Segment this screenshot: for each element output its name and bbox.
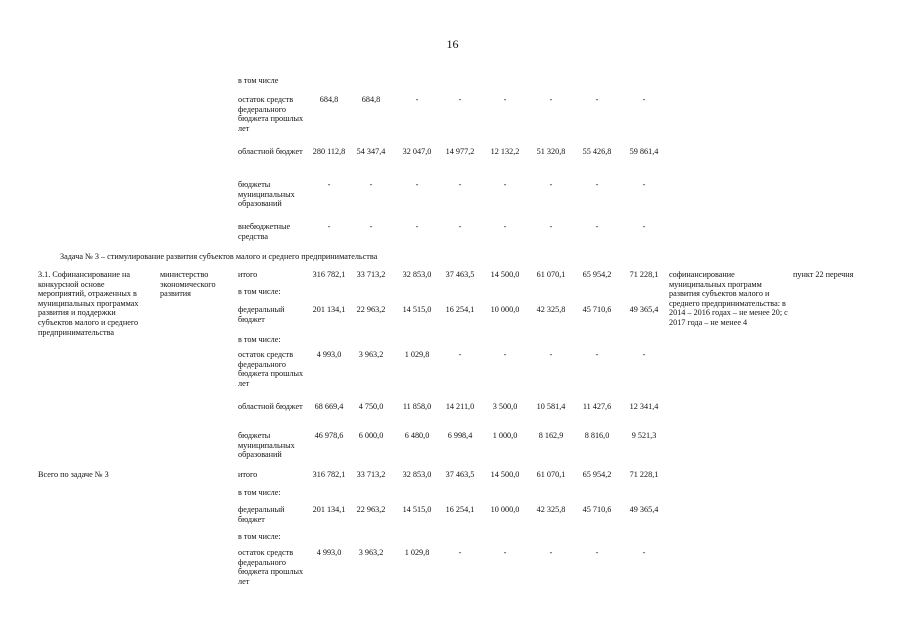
- row-value: -: [458, 95, 462, 104]
- row-value: 1 000,0: [492, 431, 518, 440]
- row-value: 45 710,6: [582, 305, 612, 314]
- row-value: -: [458, 222, 462, 231]
- row-value: -: [642, 95, 646, 104]
- row-value: 32 853,0: [402, 270, 432, 279]
- row-label: остаток средств федерального бюджета прошлых лет: [238, 350, 304, 388]
- row-value: 10 000,0: [490, 305, 520, 314]
- row-value: 32 853,0: [402, 470, 432, 479]
- row-value: 9 521,3: [631, 431, 657, 440]
- row-value: -: [642, 180, 646, 189]
- row-label: итого: [238, 470, 258, 479]
- row-value: 14 211,0: [445, 402, 475, 411]
- row-value: 1 029,8: [404, 350, 430, 359]
- row-value: -: [549, 180, 553, 189]
- row-value: -: [642, 222, 646, 231]
- row-value: 49 365,4: [629, 305, 659, 314]
- row-label: бюджеты муниципальных образований: [238, 180, 295, 209]
- measure-executor: министерство экономического развития: [160, 270, 216, 299]
- row-value: 54 347,4: [356, 147, 386, 156]
- row-value: -: [327, 180, 331, 189]
- row-label: в том числе:: [238, 287, 281, 296]
- row-value: 14 977,2: [445, 147, 475, 156]
- row-value: 4 993,0: [316, 548, 342, 557]
- row-label: бюджеты муниципальных образований: [238, 431, 295, 460]
- row-label: остаток средств федерального бюджета прошлых лет: [238, 548, 304, 586]
- row-value: -: [503, 95, 507, 104]
- row-label: остаток средств федерального бюджета прошлых лет: [238, 95, 304, 133]
- row-value: -: [595, 95, 599, 104]
- row-value: -: [415, 180, 419, 189]
- row-value: 3 963,2: [358, 548, 384, 557]
- row-value: -: [327, 222, 331, 231]
- row-value: 6 480,0: [404, 431, 430, 440]
- row-label: внебюджетные средства: [238, 222, 291, 241]
- row-value: -: [595, 350, 599, 359]
- row-value: 684,8: [319, 95, 339, 104]
- measure-indicator: софинансирование муниципальных программ развития субъектов малого и среднего предпринимательства: в 2014 – 2016 годах – не менее 20; с 2017 года – не менее 4: [669, 270, 788, 327]
- row-value: -: [503, 222, 507, 231]
- row-value: 45 710,6: [582, 505, 612, 514]
- row-value: 37 463,5: [445, 270, 475, 279]
- row-value: 4 750,0: [358, 402, 384, 411]
- row-value: -: [503, 548, 507, 557]
- row-value: -: [642, 350, 646, 359]
- row-value: 14 500,0: [490, 470, 520, 479]
- row-value: 14 500,0: [490, 270, 520, 279]
- row-value: 10 000,0: [490, 505, 520, 514]
- row-value: 22 963,2: [356, 505, 386, 514]
- measure-name: 3.1. Софинансирование на конкурсной основе мероприятий, отраженных в муниципальных программах развития и поддержки субъектов малого и среднего предпринимательства: [38, 270, 139, 337]
- page-number: 16: [446, 37, 459, 51]
- task-heading: Задача № 3 – стимулирование развития субъектов малого и среднего предпринимательства: [60, 252, 378, 261]
- row-value: 61 070,1: [536, 270, 566, 279]
- row-label: в том числе: [238, 76, 279, 85]
- row-label: федеральный бюджет: [238, 505, 285, 524]
- row-value: 16 254,1: [445, 305, 475, 314]
- row-value: 37 463,5: [445, 470, 475, 479]
- row-value: 65 954,2: [582, 470, 612, 479]
- row-value: -: [549, 222, 553, 231]
- row-label: областной бюджет: [238, 147, 303, 156]
- row-value: 71 228,1: [629, 270, 659, 279]
- row-value: 49 365,4: [629, 505, 659, 514]
- row-value: 3 500,0: [492, 402, 518, 411]
- row-value: 46 978,6: [314, 431, 344, 440]
- row-value: 201 134,1: [312, 505, 346, 514]
- row-value: -: [595, 548, 599, 557]
- row-label: итого: [238, 270, 258, 279]
- row-value: 68 669,4: [314, 402, 344, 411]
- row-value: 71 228,1: [629, 470, 659, 479]
- row-value: -: [595, 180, 599, 189]
- row-label: федеральный бюджет: [238, 305, 285, 324]
- row-value: -: [458, 548, 462, 557]
- row-value: -: [369, 222, 373, 231]
- row-value: 8 816,0: [584, 431, 610, 440]
- row-value: 684,8: [361, 95, 381, 104]
- row-value: 10 581,4: [536, 402, 566, 411]
- row-value: 6 998,4: [447, 431, 473, 440]
- row-value: 33 713,2: [356, 470, 386, 479]
- row-value: 59 861,4: [629, 147, 659, 156]
- row-value: 3 963,2: [358, 350, 384, 359]
- total-name: Всего по задаче № 3: [38, 470, 109, 479]
- row-value: 12 132,2: [490, 147, 520, 156]
- row-value: -: [503, 180, 507, 189]
- row-value: -: [415, 95, 419, 104]
- row-value: 4 993,0: [316, 350, 342, 359]
- row-label: в том числе:: [238, 488, 281, 497]
- row-value: 42 325,8: [536, 305, 566, 314]
- row-value: 32 047,0: [402, 147, 432, 156]
- row-value: 22 963,2: [356, 305, 386, 314]
- row-value: 8 162,9: [538, 431, 564, 440]
- row-value: 16 254,1: [445, 505, 475, 514]
- row-value: 6 000,0: [358, 431, 384, 440]
- row-value: 42 325,8: [536, 505, 566, 514]
- row-value: -: [458, 350, 462, 359]
- row-value: 33 713,2: [356, 270, 386, 279]
- row-label: областной бюджет: [238, 402, 303, 411]
- measure-reference: пункт 22 перечня: [793, 270, 854, 279]
- row-value: 11 858,0: [402, 402, 432, 411]
- row-value: 201 134,1: [312, 305, 346, 314]
- row-label: в том числе:: [238, 532, 281, 541]
- row-value: 65 954,2: [582, 270, 612, 279]
- row-value: 55 426,8: [582, 147, 612, 156]
- row-value: 12 341,4: [629, 402, 659, 411]
- row-value: -: [415, 222, 419, 231]
- row-value: -: [549, 95, 553, 104]
- row-value: 14 515,0: [402, 305, 432, 314]
- row-value: -: [458, 180, 462, 189]
- row-value: 316 782,1: [312, 470, 346, 479]
- row-value: 280 112,8: [312, 147, 346, 156]
- row-value: 61 070,1: [536, 470, 566, 479]
- row-value: -: [549, 548, 553, 557]
- row-value: 51 320,8: [536, 147, 566, 156]
- row-value: 11 427,6: [582, 402, 612, 411]
- row-label: в том числе:: [238, 335, 281, 344]
- row-value: 1 029,8: [404, 548, 430, 557]
- row-value: -: [595, 222, 599, 231]
- row-value: 14 515,0: [402, 505, 432, 514]
- row-value: -: [549, 350, 553, 359]
- row-value: -: [369, 180, 373, 189]
- row-value: 316 782,1: [312, 270, 346, 279]
- row-value: -: [642, 548, 646, 557]
- row-value: -: [503, 350, 507, 359]
